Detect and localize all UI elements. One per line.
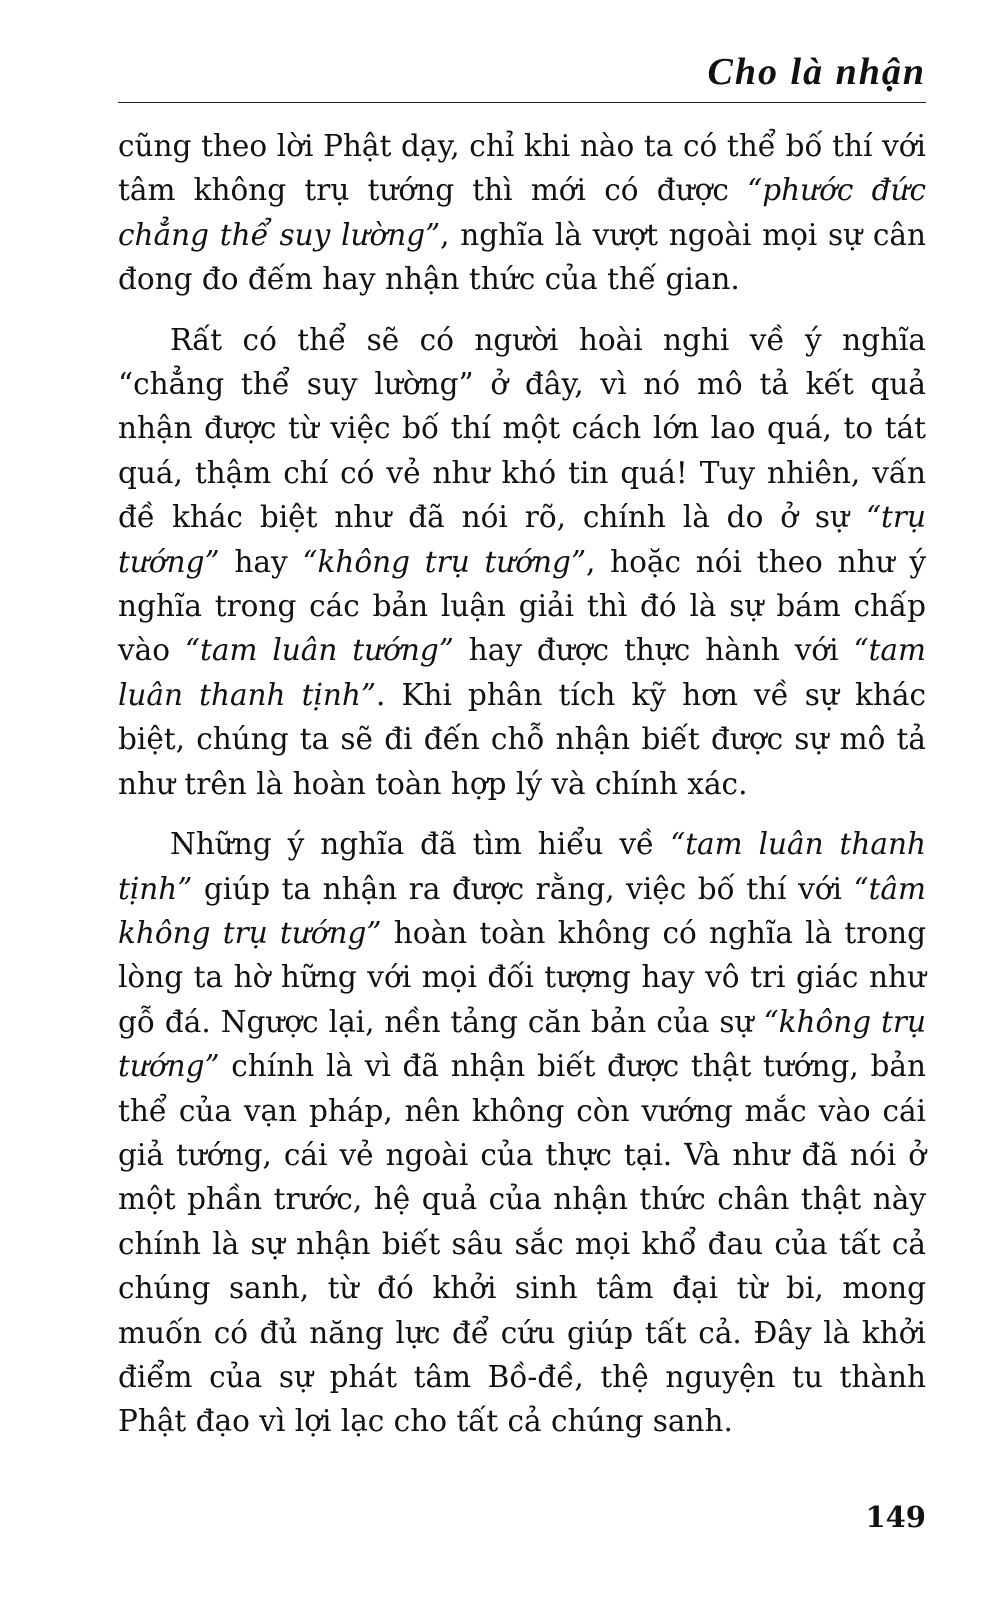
text-run: hay được thực hành với: [453, 633, 854, 668]
italic-quote: “tâm không trụ tướng”: [118, 871, 926, 950]
page-number: 149: [865, 1500, 926, 1534]
text-run: Những ý nghĩa đã tìm hiểu về: [170, 827, 671, 862]
text-run: chính là vì đã nhận biết được thật tướng, bản thể của vạn pháp, nên không còn vướng mắc vào cái giả tướng, cái vẻ ngoài của thực tại. Và như đã nói ở một phần trước, hệ quả của nhận thức chân thật này chính là sự nhận biết sâu sắc mọi khổ đau của tất cả chúng sanh, từ đó khởi sinh tâm đại từ bi, mong muốn có đủ năng lực để cứu giúp tất cả. Đây là khởi điểm của sự phát tâm Bồ-đề, thệ nguyện tu thành Phật đạo vì lợi lạc cho tất cả chúng sanh.: [118, 1049, 926, 1439]
italic-quote: “tam luân tướng”: [184, 633, 454, 668]
paragraph: [118, 318, 926, 806]
paragraph: [118, 124, 926, 302]
header-divider: [118, 102, 926, 103]
text-run: , nghĩa là vượt ngoài mọi sự cân đong đo đếm hay nhận thức của thế gian.: [118, 217, 926, 297]
body-text: [118, 124, 926, 1460]
text-run: . Khi phân tích kỹ hơn về sự khác biệt, chúng ta sẽ đi đến chỗ nhận biết được sự mô tả như trên là hoàn toàn hợp lý và chính xác.: [118, 677, 926, 801]
paragraph: [118, 822, 926, 1444]
italic-quote: “không trụ tướng”: [118, 1004, 926, 1084]
running-header-title: Cho là nhận: [707, 51, 926, 93]
text-run: giúp ta nhận ra được rằng, việc bố thí với: [192, 871, 854, 906]
italic-quote: “không trụ tướng”: [302, 544, 587, 579]
italic-quote: “tam luân thanh tịnh”: [118, 827, 926, 906]
italic-quote: “trụ tướng”: [118, 500, 926, 579]
text-run: hoàn toàn không có nghĩa là trong lòng ta hờ hững với mọi đối tượng hay vô tri giác như gỗ đá. Ngược lại, nền tảng căn bản của sự: [118, 915, 926, 1039]
italic-quote: “phước đức chẳng thể suy lường”: [118, 173, 927, 252]
text-run: Rất có thể sẽ có người hoài nghi về ý nghĩa “chẳng thể suy lường” ở đây, vì nó mô tả kết quả nhận được từ việc bố thí một cách lớn lao quá, to tát quá, thậm chí có vẻ như khó tin quá! Tuy nhiên, vấn đề khác biệt như đã nói rõ, chính là do ở sự: [118, 322, 926, 535]
text-run: cũng theo lời Phật dạy, chỉ khi nào ta có thể bố thí với tâm không trụ tướng thì mới có được: [118, 129, 926, 208]
text-run: hay: [219, 544, 303, 579]
italic-quote: “tam luân thanh tịnh”: [118, 633, 926, 712]
text-run: , hoặc nói theo như ý nghĩa trong các bản luận giải thì đó là sự bám chấp vào: [118, 544, 926, 668]
